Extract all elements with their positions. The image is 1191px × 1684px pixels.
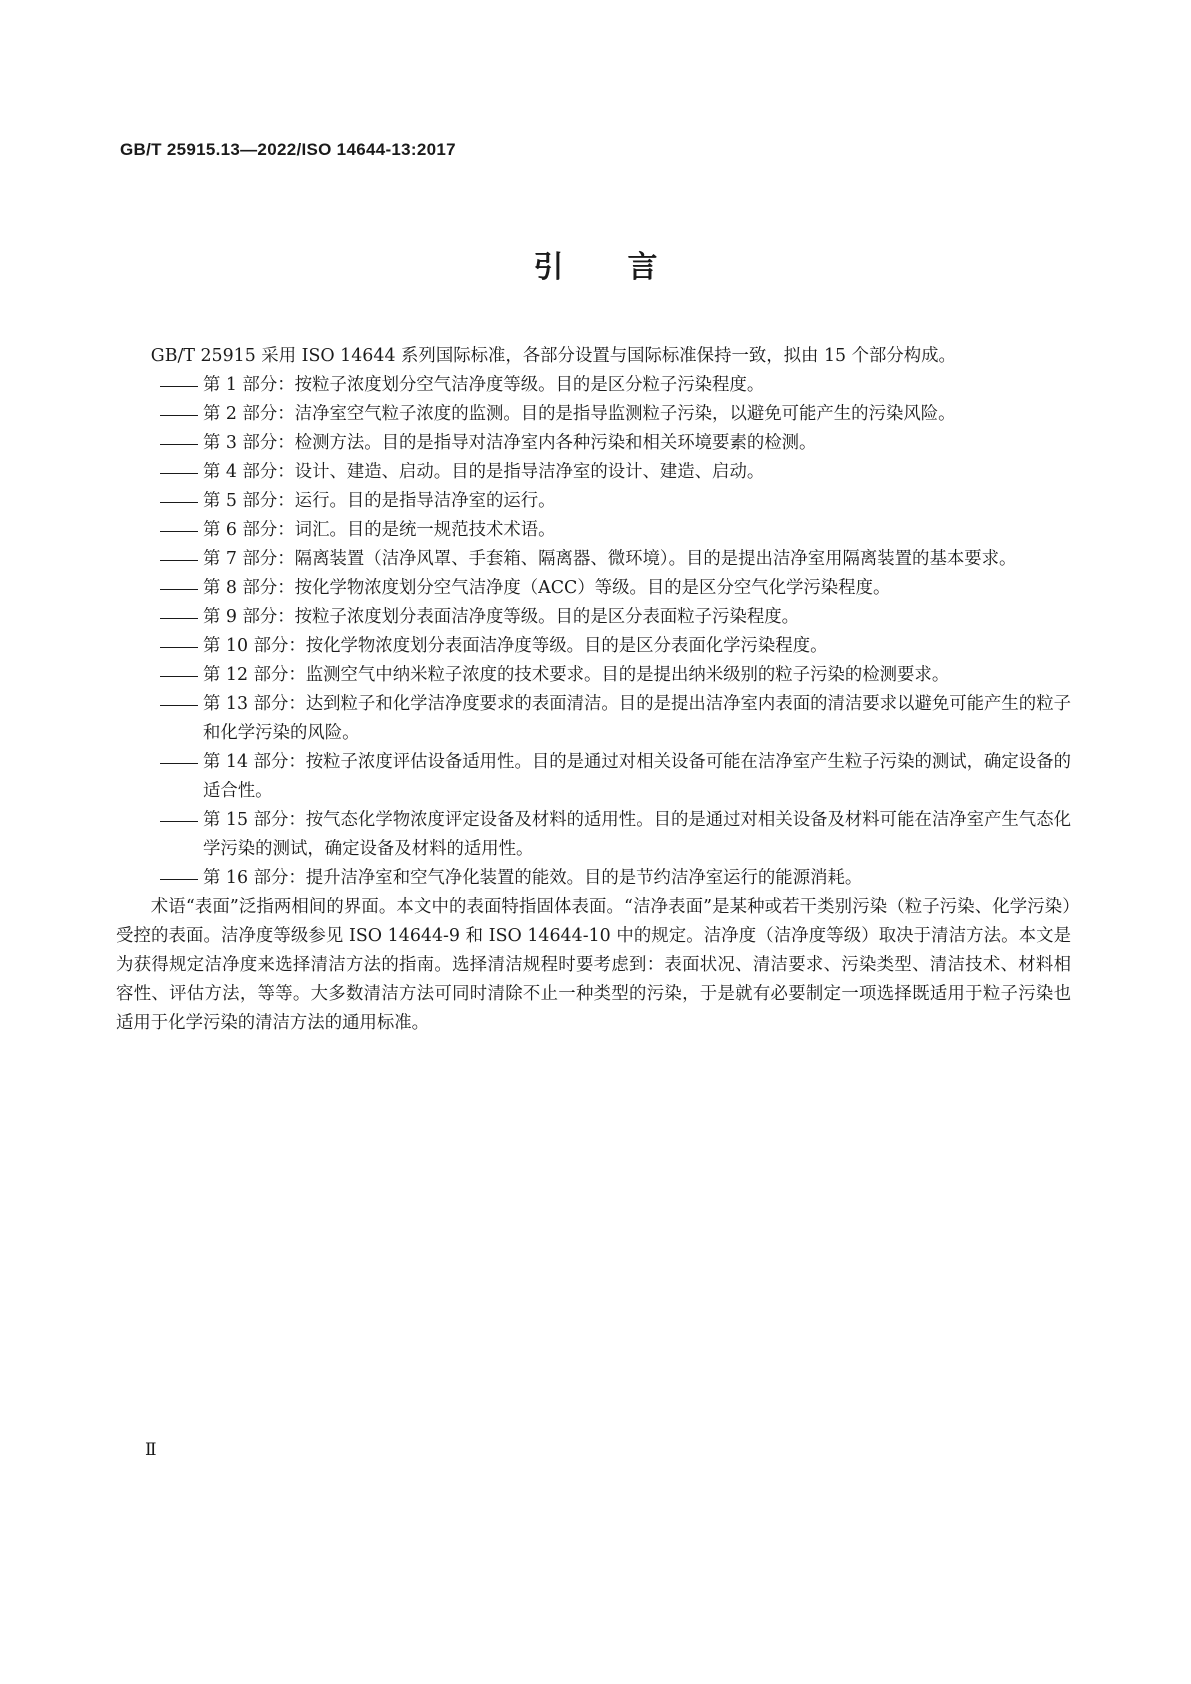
- list-item-text: 第 4 部分：设计、建造、启动。目的是指导洁净室的设计、建造、启动。: [203, 462, 765, 482]
- page-title: 引言: [533, 250, 722, 285]
- list-item-text: 第 9 部分：按粒子浓度划分表面洁净度等级。目的是区分表面粒子污染程度。: [203, 607, 800, 627]
- list-item-text: 第 2 部分：洁净室空气粒子浓度的监测。目的是指导监测粒子污染，以避免可能产生的污染风险。: [203, 404, 956, 424]
- list-item-text: 第 6 部分：词汇。目的是统一规范技术术语。: [203, 520, 556, 540]
- list-item: [116, 864, 1071, 893]
- list-item-text: 第 3 部分：检测方法。目的是指导对洁净室内各种污染和相关环境要素的检测。: [203, 433, 817, 453]
- list-item-text: 第 1 部分：按粒子浓度划分空气洁净度等级。目的是区分粒子污染程度。: [203, 375, 765, 395]
- standard-header: GB/T 25915.13—2022/ISO 14644-13:2017: [120, 140, 456, 159]
- list-item: [116, 429, 1071, 458]
- list-item-text: 第 5 部分：运行。目的是指导洁净室的运行。: [203, 491, 556, 511]
- list-item: [116, 690, 1071, 748]
- list-item-text: 第 14 部分：按粒子浓度评估设备适用性。目的是通过对相关设备可能在洁净室产生粒子污染的测试，确定设备的适合性。: [203, 752, 1071, 801]
- list-item: [116, 400, 1071, 429]
- list-item: [116, 806, 1071, 864]
- list-item-text: 第 12 部分：监测空气中纳米粒子浓度的技术要求。目的是提出纳米级别的粒子污染的检测要求。: [203, 665, 950, 685]
- list-item: [116, 603, 1071, 632]
- list-item: [116, 516, 1071, 545]
- list-item-text: 第 13 部分：达到粒子和化学洁净度要求的表面清洁。目的是提出洁净室内表面的清洁要求以避免可能产生的粒子和化学污染的风险。: [203, 694, 1071, 743]
- page-number: Ⅱ: [145, 1440, 157, 1460]
- list-item: [116, 632, 1071, 661]
- intro-paragraph: GB/T 25915 采用 ISO 14644 系列国际标准，各部分设置与国际标准保持一致，拟由 15 个部分构成。: [150, 346, 956, 366]
- list-item: [116, 371, 1071, 400]
- list-item: [116, 545, 1071, 574]
- list-item-text: 第 10 部分：按化学物浓度划分表面洁净度等级。目的是区分表面化学污染程度。: [203, 636, 828, 656]
- list-item-text: 第 7 部分：隔离装置（洁净风罩、手套箱、隔离器、微环境）。目的是提出洁净室用隔离装置的基本要求。: [203, 549, 1017, 569]
- parts-list: [116, 371, 1071, 893]
- list-item: [116, 458, 1071, 487]
- list-item: [116, 748, 1071, 806]
- list-item: [116, 661, 1071, 690]
- list-item-text: 第 15 部分：按气态化学物浓度评定设备及材料的适用性。目的是通过对相关设备及材料可能在洁净室产生气态化学污染的测试，确定设备及材料的适用性。: [203, 810, 1071, 859]
- list-item: [116, 574, 1071, 603]
- list-item-text: 第 16 部分：提升洁净室和空气净化装置的能效。目的是节约洁净室运行的能源消耗。: [203, 868, 863, 888]
- closing-paragraph: 术语“表面”泛指两相间的界面。本文中的表面特指固体表面。“洁净表面”是某种或若干类别污染（粒子污染、化学污染）受控的表面。洁净度等级参见 ISO 14644-9 和 ISO 14644-10 中的规定。洁净度（洁净度等级）取决于清洁方法。本文是为获得规定洁净度来选择清洁方法的指南。选择清洁规程时要考虑到：表面状况、清洁要求、污染类型、清洁技术、材料相容性、评估方法，等等。大多数清洁方法可同时清除不止一种类型的污染，于是就有必要制定一项选择既适用于粒子污染也适用于化学污染的清洁方法的通用标准。: [116, 897, 1071, 1033]
- document-body: [116, 342, 1071, 1038]
- list-item: [116, 487, 1071, 516]
- list-item-text: 第 8 部分：按化学物浓度划分空气洁净度（ACC）等级。目的是区分空气化学污染程度。: [203, 578, 891, 598]
